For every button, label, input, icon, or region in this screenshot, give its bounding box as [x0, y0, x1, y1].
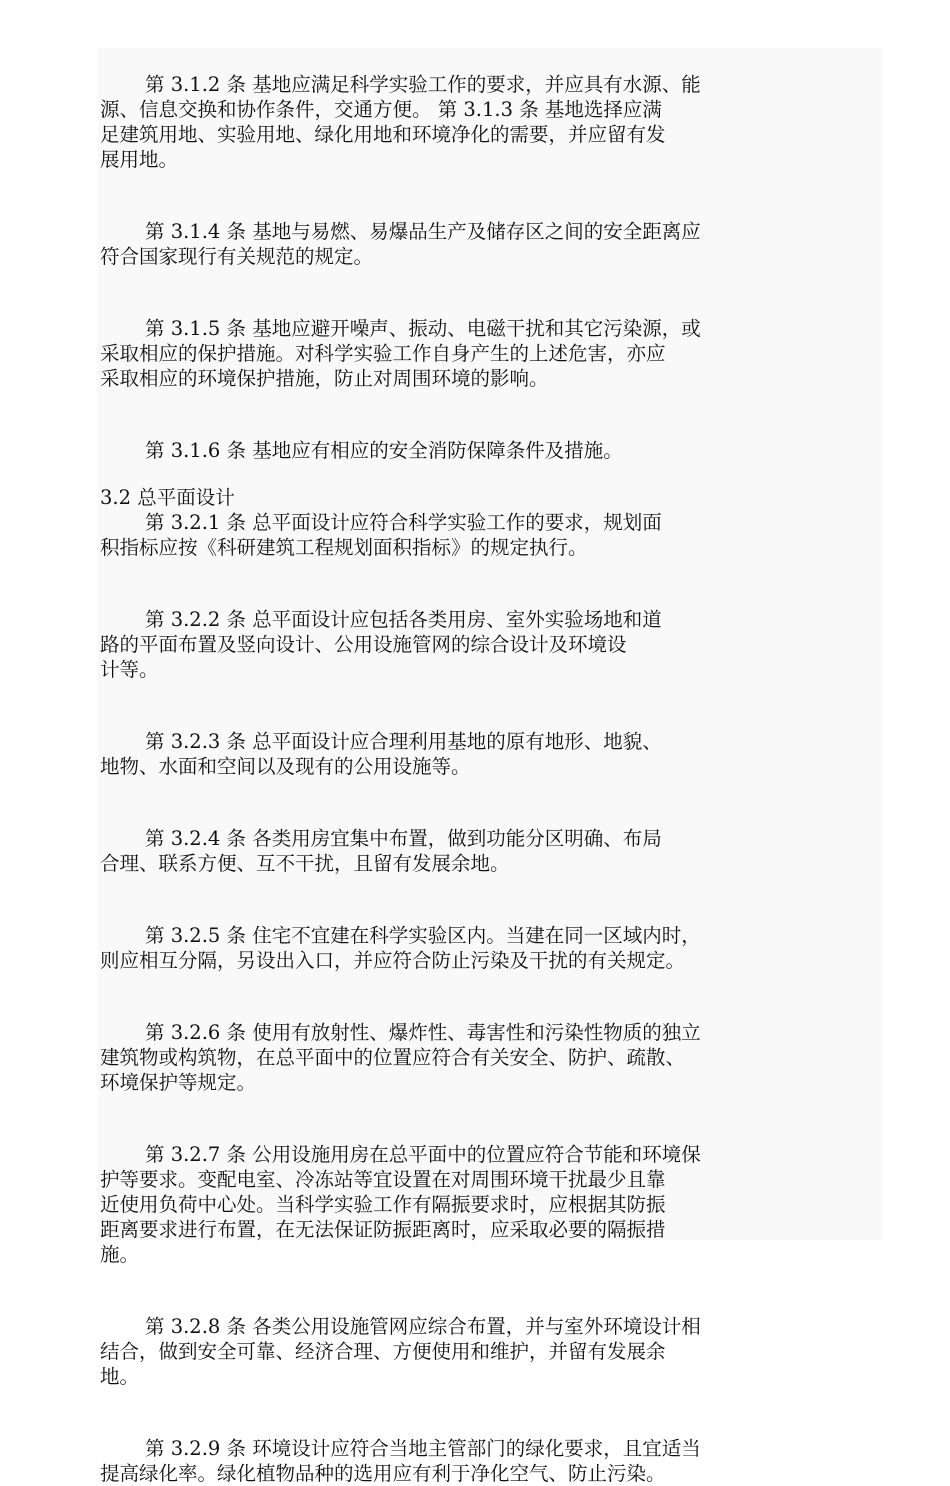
- text-line: 展用地。: [100, 148, 179, 171]
- text-line: 源、信息交换和协作条件，交通方便。 第 3.1.3 条 基地选择应满: [100, 98, 662, 121]
- text-line: 第 3.2.4 条 各类用房宜集中布置，做到功能分区明确、布局: [145, 827, 662, 850]
- text-line: 第 3.1.4 条 基地与易燃、易爆品生产及储存区之间的安全距离应: [145, 220, 701, 243]
- clause-3-1-2: [100, 72, 800, 172]
- text-line: 近使用负荷中心处。当科学实验工作有隔振要求时，应根据其防振: [100, 1193, 666, 1216]
- text-line: 足建筑用地、实验用地、绿化用地和环境净化的需要，并应留有发: [100, 123, 666, 146]
- text-line: 第 3.2.9 条 环境设计应符合当地主管部门的绿化要求，且宜适当: [145, 1437, 701, 1460]
- text-line: 第 3.1.5 条 基地应避开噪声、振动、电磁干扰和其它污染源，或: [145, 317, 701, 340]
- text-line: 环境保护等规定。: [100, 1071, 257, 1094]
- text-line: 地物、水面和空间以及现有的公用设施等。: [100, 755, 471, 778]
- text-line: 地。: [100, 1365, 140, 1388]
- text-line: 距离要求进行布置，在无法保证防振距离时，应采取必要的隔振措: [100, 1218, 666, 1241]
- text-line: 施。: [100, 1243, 140, 1266]
- clause-3-2-9: [100, 1436, 800, 1486]
- text-line: 采取相应的环境保护措施，防止对周围环境的影响。: [100, 367, 549, 390]
- clause-3-1-4: [100, 219, 800, 269]
- clause-3-2-7: [100, 1142, 800, 1267]
- clause-3-2-5: [100, 923, 800, 973]
- clause-3-2-2: [100, 607, 800, 682]
- text-line: 符合国家现行有关规范的规定。: [100, 245, 374, 268]
- text-line: 第 3.2.1 条 总平面设计应符合科学实验工作的要求，规划面: [145, 511, 662, 534]
- clause-3-2-1: [100, 510, 800, 560]
- text-line: 提高绿化率。绿化植物品种的选用应有利于净化空气、防止污染。: [100, 1462, 666, 1485]
- text-line: 第 3.1.6 条 基地应有相应的安全消防保障条件及措施。: [145, 439, 623, 462]
- text-line: 第 3.2.7 条 公用设施用房在总平面中的位置应符合节能和环境保: [145, 1143, 701, 1166]
- text-line: 第 3.2.3 条 总平面设计应合理利用基地的原有地形、地貌、: [145, 730, 662, 753]
- text-line: 第 3.2.8 条 各类公用设施管网应综合布置，并与室外环境设计相: [145, 1315, 701, 1338]
- text-line: 合理、联系方便、互不干扰，且留有发展余地。: [100, 852, 510, 875]
- clause-3-2-4: [100, 826, 800, 876]
- text-line: 结合，做到安全可靠、经济合理、方便使用和维护，并留有发展余: [100, 1340, 666, 1363]
- text-line: 第 3.2.5 条 住宅不宜建在科学实验区内。当建在同一区域内时，: [145, 924, 701, 947]
- text-line: 计等。: [100, 658, 159, 681]
- text-line: 护等要求。变配电室、冷冻站等宜设置在对周围环境干扰最少且靠: [100, 1168, 666, 1191]
- text-line: 第 3.1.2 条 基地应满足科学实验工作的要求，并应具有水源、能: [145, 73, 701, 96]
- text-line: 建筑物或构筑物，在总平面中的位置应符合有关安全、防护、疏散、: [100, 1046, 686, 1069]
- clause-3-2-6: [100, 1020, 800, 1095]
- clause-3-2-3: [100, 729, 800, 779]
- text-line: 第 3.2.6 条 使用有放射性、爆炸性、毒害性和污染性物质的独立: [145, 1021, 701, 1044]
- clause-3-1-5: [100, 316, 800, 391]
- text-line: 积指标应按《科研建筑工程规划面积指标》的规定执行。: [100, 536, 588, 559]
- clause-3-1-6: [100, 438, 800, 463]
- document-body: [100, 72, 800, 1486]
- text-line: 路的平面布置及竖向设计、公用设施管网的综合设计及环境设: [100, 633, 627, 656]
- text-line: 采取相应的保护措施。对科学实验工作自身产生的上述危害，亦应: [100, 342, 666, 365]
- section-heading: 3.2 总平面设计: [100, 486, 235, 509]
- text-line: 第 3.2.2 条 总平面设计应包括各类用房、室外实验场地和道: [145, 608, 662, 631]
- text-line: 则应相互分隔，另设出入口，并应符合防止污染及干扰的有关规定。: [100, 949, 686, 972]
- clause-3-2-8: [100, 1314, 800, 1389]
